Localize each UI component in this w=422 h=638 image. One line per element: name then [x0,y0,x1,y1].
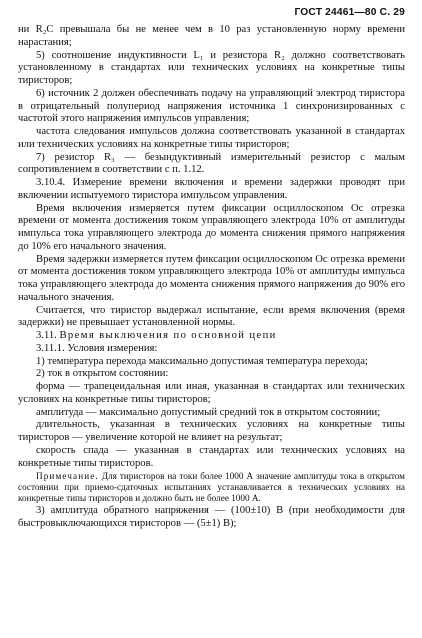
paragraph: ни R₂C превышала бы не менее чем в 10 раз установленную норму времени нарастания; [18,24,405,48]
paragraph: Время задержки измеряется путем фиксации осциллоскопом Ос отрезка времени от момента достижения током управляющего электрода 10% от амплитуды импульса тока управляющего электрода до момента снижения прямого напряжения до 90% его начального значения. [18,253,405,303]
note [18,471,405,504]
section-number: 3.11. [36,330,57,341]
paragraph: 3) амплитуда обратного напряжения — (100±10) В (при необходимости для быстровыключающихся тиристоров — (5±1) В); [18,504,405,529]
paragraph: форма — трапецеидальная или иная, указанная в стандартах или технических условиях на конкретные типы тиристоров; [18,381,405,405]
paragraph: амплитуда — максимально допустимый средний ток в открытом состоянии; [36,406,381,418]
section-heading [18,330,405,343]
paragraph: 3.10.4. Измерение времени включения и времени задержки проводят при включении испытуемого тиристора импульсом управления. [18,177,405,201]
paragraph: 2) ток в открытом состоянии: [36,368,169,380]
paragraph: 3.11.1. Условия измерения: [36,342,158,354]
paragraph: 6) источник 2 должен обеспечивать подачу на управляющий электрод тиристора в отрицательный полупериод напряжения источника 1 синхронизированных с частотой этого напряжения импульсов управления; [18,87,405,125]
paragraph: Считается, что тиристор выдержал испытание, если время включения (время задержки) не превышает установленной нормы. [18,304,405,329]
paragraph: частота следования импульсов должна соответствовать указанной в стандартах или технических условиях на конкретные типы тиристоров; [18,126,405,150]
paragraph: скорость спада — указанная в стандартах или технических условиях на конкретные типы тиристоров. [18,444,405,469]
document-body [18,24,405,530]
paragraph: 5) соотношение индуктивности L₁ и резистора R₂ должно соответствовать установленному в стандартах или технических условиях на конкретные типы тиристоров; [18,49,405,86]
section-title: Время выключения по основной цепи [59,330,277,341]
note-label: Примечание. [36,471,99,482]
paragraph: Время включения измеряется путем фиксации осциллоскопом Ос отрезка времени от момента достижения током управляющего электрода 10% от амплитуды импульса тока управляющего электрода до момента снижения прямого напряжения до 10% его начального значения. [18,202,405,252]
paragraph: 7) резистор R₃ — безындуктивный измерительный резистор с малым сопротивлением в соответствии с п. 1.12. [18,151,405,176]
paragraph: 1) температура перехода максимально допустимая температура перехода; [36,355,368,367]
paragraph: длительность, указанная в технических условиях на конкретные типы тиристоров — увеличение которой не влияет на результат; [18,419,405,443]
page-header: ГОСТ 24461—80 С. 29 [294,7,405,18]
note-text: Для тиристоров на токи более 1000 А значение амплитуды тока в открытом состоянии при приемо-сдаточных испытаниях устанавливается в технических условиях на конкретные типы тиристоров и должно быть не более 1000 А. [18,471,405,504]
